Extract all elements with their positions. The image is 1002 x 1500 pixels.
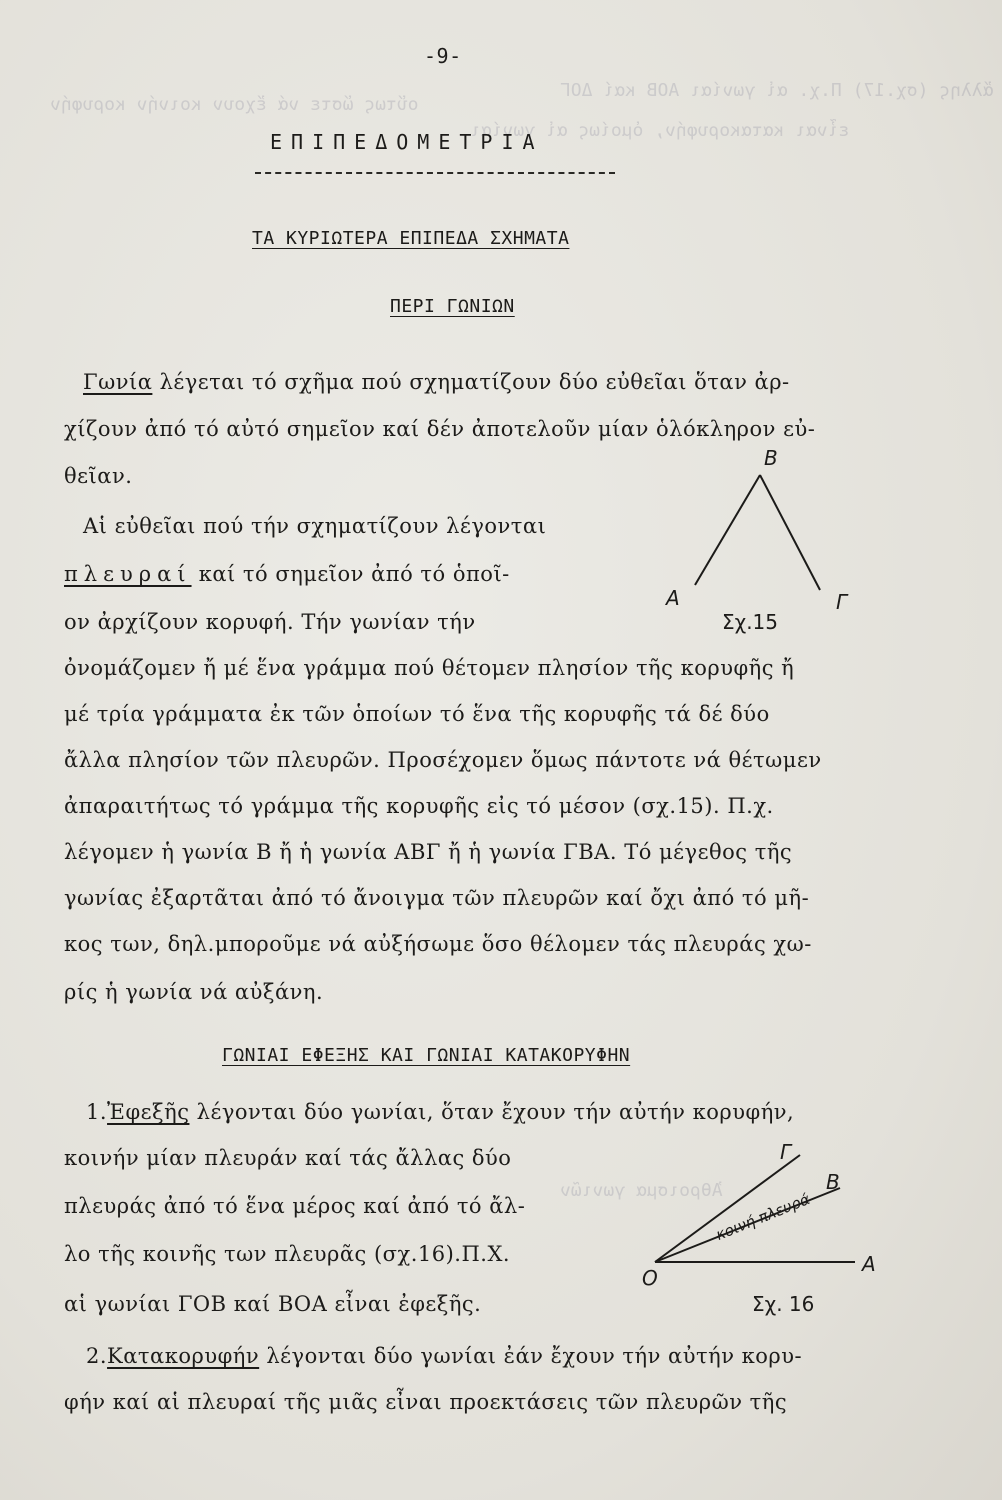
text-line: χίζουν ἀπό τό αὐτό σημεῖον καί δέν ἀποτελοῦν μίαν ὁλόκληρον εὐ- <box>64 417 816 441</box>
text-line: γωνίας ἐξαρτᾶται ἀπό τό ἄνοιγμα τῶν πλευρῶν καί ὄχι ἀπό τό μῆ- <box>64 886 810 910</box>
title-underline <box>255 172 615 174</box>
fig15-caption: Σχ.15 <box>722 610 778 634</box>
text-line: 2.Κατακορυφήν λέγονται δύο γωνίαι ἐάν ἔχουν τήν αὐτήν κορυ- <box>86 1344 803 1368</box>
text-line: λέγομεν ἡ γωνία Β ἤ ἡ γωνία ΑΒΓ ἤ ἡ γωνία ΓΒΑ. Τό μέγεθος τῆς <box>64 840 793 864</box>
text-line: πλευράς ἀπό τό ἕνα μέρος καί ἀπό τό ἄλ- <box>64 1194 526 1218</box>
page-title: ΕΠΙΠΕΔΟΜΕΤΡΙΑ <box>270 130 544 154</box>
text-line: λο τῆς κοινῆς των πλευρᾶς (σχ.16).Π.Χ. <box>64 1242 511 1266</box>
bleed-through-text: οὕτως ὥστε νά ἔχουν κοινήν κορυφήν <box>50 94 419 115</box>
section-heading-shapes: ΤΑ ΚΥΡΙΩΤΕΡΑ ΕΠΙΠΕΔΑ ΣΧΗΜΑΤΑ <box>252 228 570 249</box>
text-line: 1.Ἐφεξῆς λέγονται δύο γωνίαι, ὅταν ἔχουν τήν αὐτήν κορυφήν, <box>86 1100 795 1124</box>
fig16-c-label: Γ <box>780 1140 792 1164</box>
fig15-vertex-label: Β <box>764 446 778 470</box>
fig16-common-side-label: κοινή πλευρά <box>713 1189 813 1244</box>
bleed-through-text: ἄλλης (σχ.17) Π.χ. αἱ γωνίαι ΑΟΒ καί ΔΟΓ <box>560 80 994 101</box>
text-line: ον ἀρχίζουν κορυφή. Τήν γωνίαν τήν <box>64 610 476 634</box>
text-line: θεῖαν. <box>64 464 133 488</box>
text-line: αἱ γωνίαι ΓΟΒ καί ΒΟΑ εἶναι ἐφεξῆς. <box>64 1292 482 1316</box>
fig16-a-label: Α <box>862 1252 876 1276</box>
text-line: κοινήν μίαν πλευράν καί τάς ἄλλας δύο <box>64 1146 512 1170</box>
fig16-b-label: Β <box>826 1170 840 1194</box>
text-line: ρίς ἡ γωνία νά αὐξάνη. <box>64 980 324 1004</box>
text-line: ἄλλα πλησίον τῶν πλευρῶν. Προσέχομεν ὅμως πάντοτε νά θέτωμεν <box>64 748 822 772</box>
text-line: ὀνομάζομεν ἤ μέ ἕνα γράμμα πού θέτομεν πλησίον τῆς κορυφῆς ἤ <box>64 656 795 680</box>
fig15-right-label: Γ <box>836 590 848 614</box>
fig15-left-label: Α <box>666 586 680 610</box>
text-line: φήν καί αἱ πλευραί τῆς μιᾶς εἶναι προεκτάσεις τῶν πλευρῶν τῆς <box>64 1390 788 1414</box>
bleed-through-text: Ἀθροισμα γωνιῶν <box>560 1180 723 1201</box>
text-line: ἀπαραιτήτως τό γράμμα τῆς κορυφῆς εἰς τό μέσον (σχ.15). Π.χ. <box>64 794 774 818</box>
text-line: Γωνία λέγεται τό σχῆμα πού σχηματίζουν δύο εὐθεῖαι ὅταν ἀρ- <box>83 370 790 394</box>
section-heading-adjacent: ΓΩΝΙΑΙ ΕΦΕΞΗΣ ΚΑΙ ΓΩΝΙΑΙ ΚΑΤΑΚΟΡΥΦΗΝ <box>222 1045 631 1066</box>
page-number: -9- <box>424 44 462 68</box>
fig16-vertex-label: Ο <box>642 1266 658 1290</box>
text-line: Αἱ εὐθεῖαι πού τήν σχηματίζουν λέγονται <box>83 514 547 538</box>
text-line: κος των, δηλ.μποροῦμε νά αὐξήσωμε ὅσο θέλομεν τάς πλευράς χω- <box>64 932 812 956</box>
text-line: μέ τρία γράμματα ἐκ τῶν ὁποίων τό ἕνα τῆς κορυφῆς τά δέ δύο <box>64 702 770 726</box>
bleed-through-text: εἶναι κατακορυφήν, ὁμοίως αἱ γωνίαι <box>470 120 850 141</box>
section-heading-angles: ΠΕΡΙ ΓΩΝΙΩΝ <box>390 296 515 317</box>
text-line: πλευραί καί τό σημεῖον ἀπό τό ὁποῖ- <box>64 562 510 586</box>
fig16-caption: Σχ. 16 <box>752 1292 815 1316</box>
